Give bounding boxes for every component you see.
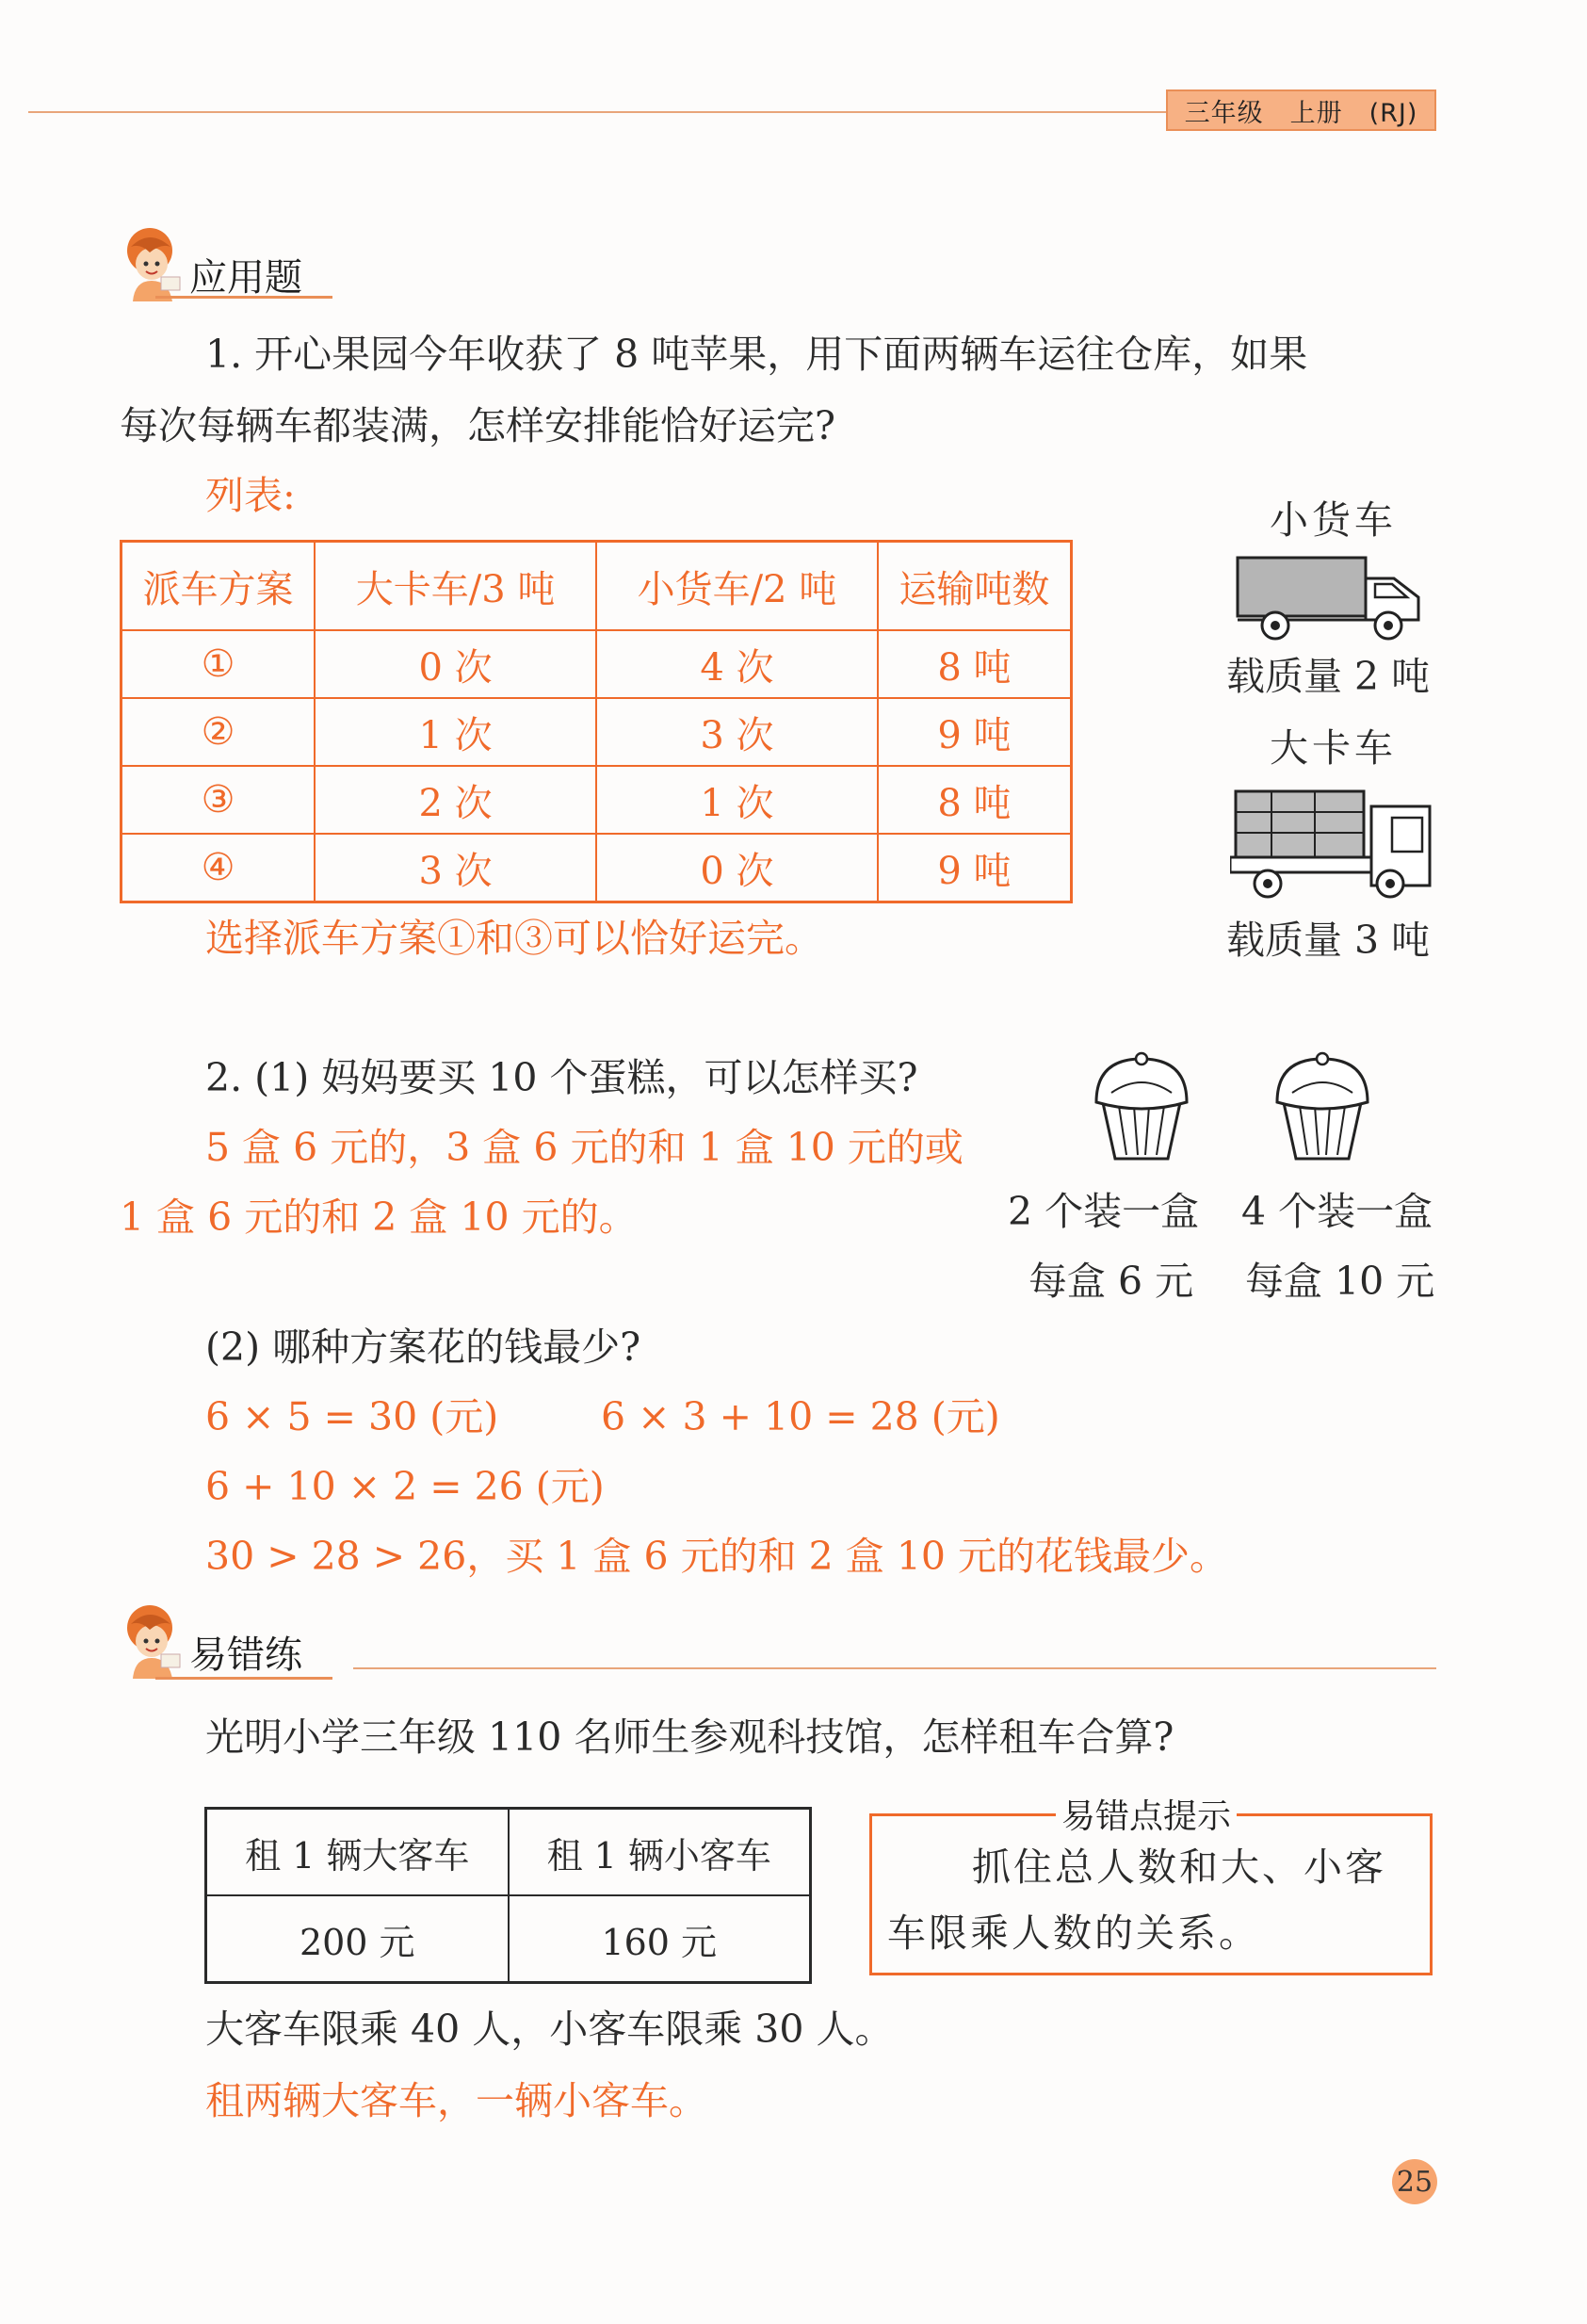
table-row <box>121 834 1072 902</box>
child-mascot-icon <box>118 226 186 301</box>
cake-b-pack: 4 个装一盒 <box>1241 1189 1433 1234</box>
dispatch-plan-table <box>120 540 1073 903</box>
table-intro: 列表: <box>205 473 296 518</box>
cake-icon <box>1091 1049 1192 1162</box>
q1-answer: 选择派车方案①和③可以恰好运完。 <box>205 916 823 961</box>
table-cell: 3 次 <box>596 698 878 766</box>
table-cell: 4 次 <box>596 630 878 698</box>
big-truck-icon <box>1230 778 1435 901</box>
cake-a-pack: 2 个装一盒 <box>1008 1189 1200 1234</box>
table-cell: 8 吨 <box>878 766 1072 834</box>
cake-icon <box>1271 1049 1373 1162</box>
mistake-answer: 租两辆大客车，一辆小客车。 <box>205 2078 707 2123</box>
q1-line2: 每次每辆车都装满，怎样安排能恰好运完? <box>120 403 835 448</box>
table-cell: 0 次 <box>315 630 596 698</box>
table-row <box>121 698 1072 766</box>
table-cell: 2 次 <box>315 766 596 834</box>
header-rule <box>28 111 1166 113</box>
grade-label: 三年级 上册 (RJ) <box>1166 89 1436 131</box>
q2-part2: (2) 哪种方案花的钱最少? <box>205 1325 641 1370</box>
cake-b-price: 每盒 10 元 <box>1245 1259 1435 1304</box>
section-heading-mistakes <box>118 1603 302 1679</box>
table-row <box>121 630 1072 698</box>
table-header-cell: 大卡车/3 吨 <box>315 542 596 631</box>
table-cell: ② <box>121 698 316 766</box>
calc-1: 6 × 5 = 30 (元) <box>205 1394 499 1439</box>
tip-line2: 车限乘人数的关系。 <box>887 1910 1260 1956</box>
q2-conclusion: 30 > 28 > 26，买 1 盒 6 元的和 2 盒 10 元的花钱最少。 <box>205 1534 1229 1579</box>
mistake-question: 光明小学三年级 110 名师生参观科技馆，怎样租车合算? <box>205 1715 1174 1760</box>
table-cell: 1 次 <box>596 766 878 834</box>
calc-3: 6 + 10 × 2 = 26 (元) <box>205 1464 605 1509</box>
table-header-cell: 运输吨数 <box>878 542 1072 631</box>
bus-rental-table <box>204 1807 812 1984</box>
section-title: 易错练 <box>189 1633 302 1677</box>
q2-answer1-line1: 5 盒 6 元的，3 盒 6 元的和 1 盒 10 元的或 <box>205 1125 964 1170</box>
q1-line1: 1. 开心果园今年收获了 8 吨苹果，用下面两辆车运往仓库，如果 <box>205 332 1308 377</box>
table-cell: ④ <box>121 834 316 902</box>
table-header-cell: 小货车/2 吨 <box>596 542 878 631</box>
big-truck-capacity: 载质量 3 吨 <box>1226 918 1431 963</box>
section-title-underline <box>155 296 332 299</box>
section-title-underline <box>155 1677 332 1680</box>
table-cell: 8 吨 <box>878 630 1072 698</box>
mistake-tip-box <box>869 1797 1433 1975</box>
table-header-cell: 租 1 辆小客车 <box>509 1809 811 1896</box>
table-cell: 0 次 <box>596 834 878 902</box>
section-heading-application <box>118 226 302 301</box>
table-cell: ③ <box>121 766 316 834</box>
child-mascot-icon <box>118 1603 186 1679</box>
table-cell: 200 元 <box>206 1895 509 1983</box>
calc-2: 6 × 3 + 10 = 28 (元) <box>601 1394 1000 1439</box>
table-row <box>121 766 1072 834</box>
q2-answer1-line2: 1 盒 6 元的和 2 盒 10 元的。 <box>120 1195 638 1240</box>
table-cell: 3 次 <box>315 834 596 902</box>
table-cell: 9 吨 <box>878 698 1072 766</box>
small-truck-icon <box>1234 552 1428 646</box>
table-header-cell: 租 1 辆大客车 <box>206 1809 509 1896</box>
table-header-row <box>206 1809 811 1896</box>
page-number: 25 <box>1392 2159 1437 2204</box>
table-cell: 1 次 <box>315 698 596 766</box>
small-truck-capacity: 载质量 2 吨 <box>1226 654 1431 699</box>
table-cell: 9 吨 <box>878 834 1072 902</box>
bus-limit-info: 大客车限乘 40 人，小客车限乘 30 人。 <box>205 2007 894 2052</box>
table-header-row <box>121 542 1072 631</box>
table-header-cell: 派车方案 <box>121 542 316 631</box>
tip-line1: 抓住总人数和大、小客 <box>972 1845 1386 1890</box>
big-truck-name: 大卡车 <box>1270 725 1397 771</box>
section-title: 应用题 <box>189 256 302 300</box>
tip-title: 易错点提示 <box>1056 1790 1237 1838</box>
table-cell: ① <box>121 630 316 698</box>
section-rule <box>353 1667 1436 1669</box>
q2-part1: 2. (1) 妈妈要买 10 个蛋糕，可以怎样买? <box>205 1055 918 1100</box>
cake-a-price: 每盒 6 元 <box>1028 1259 1194 1304</box>
small-truck-name: 小货车 <box>1270 497 1397 543</box>
table-cell: 160 元 <box>509 1895 811 1983</box>
table-row <box>206 1895 811 1983</box>
